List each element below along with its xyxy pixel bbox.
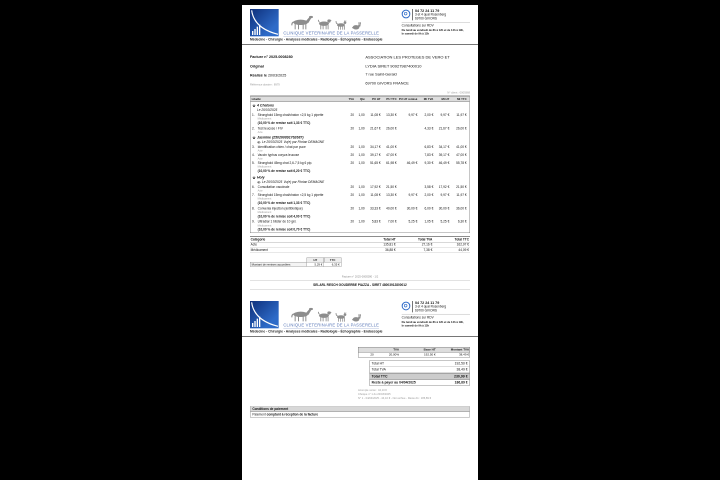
category-cell-1: 135,81 € xyxy=(383,242,396,247)
item-value-2: 11,08 € xyxy=(370,193,381,197)
item-discount: (10,00 % de remise soit 1,33 € TTC) xyxy=(257,201,311,205)
invoice-item-row xyxy=(250,219,469,232)
item-label: Stronghold 15mg chat/chaton <2,5 kg 1 pipette xyxy=(257,193,324,197)
item-value-3: 41,00 € xyxy=(386,145,397,149)
item-subtext: Acte xyxy=(257,189,263,193)
dog-icon xyxy=(318,19,332,29)
column-header-5: PU HT remisé xyxy=(398,97,418,101)
client-city: 69700 GIVORS FRANCE xyxy=(365,81,409,86)
item-value-6: 46,49 € xyxy=(438,161,450,165)
summary-label: Total HT xyxy=(371,361,385,366)
conditions-bold: comptant à réception de la facture xyxy=(266,412,319,417)
payment-conditions xyxy=(250,406,470,417)
category-cell-2: 27,16 € xyxy=(421,242,433,247)
item-value-3: 21,50 € xyxy=(386,185,397,189)
item-value-6: 30,00 € xyxy=(438,206,450,211)
clinic-address-2: 69700 GIVORS xyxy=(414,308,438,313)
rabbit-icon xyxy=(352,314,361,322)
item-subtext: Acte xyxy=(257,149,263,153)
item-value-5: 1,05 € xyxy=(424,219,434,224)
item-value-4: 5,25 € xyxy=(408,219,418,224)
category-col-2: Total TVA xyxy=(418,237,433,242)
discount-label: Montant de remises accordées xyxy=(250,262,307,267)
client-name-1: ASSOCIATION LES PROTEGES DE VERO ET xyxy=(365,54,450,60)
clinic-rdv: Consultations sur RDV xyxy=(401,315,434,320)
group-seen-by: Vu(e) par Florian DEMAGNE xyxy=(283,140,325,144)
item-label: Consultation vaccinale xyxy=(257,185,290,189)
item-value-0: 20 xyxy=(350,193,354,197)
item-value-7: 21,50 € xyxy=(456,185,467,189)
paw-icon xyxy=(252,104,255,107)
page1-header-slot xyxy=(242,5,478,45)
item-label-cell xyxy=(258,153,346,160)
item-value-4 xyxy=(398,153,419,160)
item-label-cell xyxy=(258,127,346,134)
item-value-2: 11,08 € xyxy=(370,113,381,117)
item-value-5: 4,33 € xyxy=(424,126,434,131)
discount-header-ht: HT xyxy=(307,258,324,262)
vat-table xyxy=(358,347,470,357)
item-value-1: 1,00 xyxy=(358,145,365,149)
column-header-1: TVA xyxy=(348,97,354,101)
item-value-1: 1,00 xyxy=(358,126,365,131)
hours-line-2: le samedi de 9h à 12h xyxy=(401,32,430,36)
invoice-item-row xyxy=(250,193,469,206)
item-label: Identification chien / chat par puce xyxy=(257,145,306,149)
item-discount: (10,00 % de remise soit 0,70 € TTC) xyxy=(257,227,311,232)
clinic-logo xyxy=(250,301,279,328)
item-number: 2. xyxy=(251,126,255,131)
item-value-6: 17,92 € xyxy=(438,185,450,189)
item-value-3: 13,30 € xyxy=(386,193,397,197)
category-col-1: Total HT xyxy=(383,237,396,242)
invoice-note: Référence dossier : 8979 xyxy=(249,82,280,86)
item-discount: (10,00 % de remise soit 1,33 € TTC) xyxy=(257,121,311,125)
category-rows xyxy=(250,242,470,253)
client-name-2: LYDIA SIRET 90927987400010 xyxy=(365,63,422,69)
item-value-2: 17,92 € xyxy=(370,185,381,189)
summary-value: 192,50 € xyxy=(454,361,468,366)
item-value-4: 9,97 € xyxy=(408,113,418,117)
item-value-5: 7,83 € xyxy=(424,153,434,157)
item-value-0: 20 xyxy=(350,145,354,149)
discount-summary-table xyxy=(250,258,470,267)
clinic-hours xyxy=(402,29,470,36)
column-header-8: Mt TTC xyxy=(457,97,467,101)
client-ref: N° client : 0009368 xyxy=(447,91,470,95)
invoice-group-row xyxy=(250,134,469,145)
invoice-meta xyxy=(250,55,470,91)
logo-row xyxy=(250,9,383,36)
column-header-4: PU TTC xyxy=(386,97,397,101)
animal-silhouettes xyxy=(283,15,383,30)
item-discount: (10,00 % de remise soit 4,00 € TTC) xyxy=(257,214,311,219)
vat-col-0 xyxy=(358,347,375,352)
item-value-2: 5,83 € xyxy=(371,219,381,224)
item-subtext: Acte xyxy=(257,130,263,134)
item-value-3: 13,30 € xyxy=(386,113,397,117)
logo-curve-graphic xyxy=(250,9,279,36)
summary-value: 38,49 € xyxy=(456,367,468,372)
discount-ttc: 6,35 € xyxy=(324,262,341,267)
clinic-rdv: Consultations sur RDV xyxy=(401,23,434,28)
category-cell-0: Acte xyxy=(250,242,258,247)
clinic-hours xyxy=(402,321,470,328)
item-value-7: 26,00 € xyxy=(456,126,467,131)
summary-row-total-ttc xyxy=(370,373,470,380)
vat-table-row xyxy=(358,352,470,357)
invoice-rows xyxy=(250,102,469,233)
clinic-branding xyxy=(250,301,383,334)
dog-icon xyxy=(318,311,332,321)
column-header-0: Libellé xyxy=(251,97,261,101)
item-value-7: 55,78 € xyxy=(456,161,467,165)
column-header-3: PU HT xyxy=(372,97,381,101)
horse-icon xyxy=(291,16,313,29)
item-value-7: 11,97 € xyxy=(456,113,467,117)
item-value-0: 20 xyxy=(350,219,354,224)
payment-note-2: N° 1 - 04/04/2025 - 44,10 € - Non échue - Reste dû : 186,89 € xyxy=(357,396,432,400)
group-date-line xyxy=(257,140,468,144)
summary-row-reste-payer-au- xyxy=(370,380,470,386)
clinic-address-1: 3 et 4 quai Rosenberg xyxy=(414,12,447,17)
phone-icon xyxy=(402,302,411,311)
item-value-6: 5,25 € xyxy=(440,219,450,224)
category-cell-0: Médicament xyxy=(250,248,268,252)
item-label: Stronghold 45mg chat 2,6-7,5 kg 6 pip. xyxy=(257,161,313,165)
page-reference: Facture n° 2025-0008280 - 1/2 xyxy=(341,275,379,279)
realise-label: Réalisé le xyxy=(249,73,267,78)
category-col-0: Catégorie xyxy=(250,237,266,242)
group-date-line xyxy=(257,180,468,184)
clinic-branding xyxy=(250,9,383,42)
item-number: 7. xyxy=(251,193,255,197)
item-number: 5. xyxy=(251,161,255,165)
invoice-item-row xyxy=(250,185,469,193)
item-value-4 xyxy=(398,145,419,152)
item-value-6: 9,97 € xyxy=(440,113,450,117)
item-label-cell xyxy=(258,161,346,173)
group-title-line xyxy=(252,104,467,108)
invoice-item-row xyxy=(250,161,469,174)
item-number: 1. xyxy=(251,113,255,117)
vat-cell-2: 192,50 € xyxy=(423,352,436,357)
column-header-6: Mt TVA xyxy=(423,97,434,101)
totals-summary-box xyxy=(369,361,470,386)
invoice-item-row xyxy=(250,126,469,134)
conditions-prefix: Paiement xyxy=(252,412,267,417)
payment-note-1: Chèque n° 1 du 20/03/2025 xyxy=(357,392,391,396)
group-name: Jasmine (250260891762687) xyxy=(256,135,304,140)
client-block xyxy=(365,55,449,91)
item-value-0: 20 xyxy=(350,185,354,189)
summary-value: 186,89 € xyxy=(454,380,468,385)
item-number: 6. xyxy=(251,185,255,189)
cat-icon xyxy=(336,312,347,322)
item-value-7: 11,97 € xyxy=(456,193,467,197)
invoice-document xyxy=(242,5,478,480)
clinic-header xyxy=(242,5,478,45)
logo-row xyxy=(250,301,383,328)
item-number: 4. xyxy=(251,153,255,157)
item-number: 8. xyxy=(251,206,255,211)
invoice-item-row xyxy=(250,145,469,153)
item-value-1: 1,00 xyxy=(358,219,365,224)
clinic-contact xyxy=(402,301,470,334)
item-value-5: 6,00 € xyxy=(424,206,434,211)
item-number: 3. xyxy=(251,145,255,149)
item-value-7: 47,00 € xyxy=(456,153,467,157)
discount-header-ttc: TTC xyxy=(324,258,341,262)
clinic-header xyxy=(242,297,478,337)
item-subtext: Médicament xyxy=(257,117,272,121)
company-legal-line: SELARL RESCH GOUDERBE PIAZZA - SIRET 48003912800012 xyxy=(313,283,407,287)
summary-label: Reste à payer au 04/04/2025 xyxy=(371,380,416,385)
item-value-6: 34,17 € xyxy=(438,145,450,149)
animal-silhouettes xyxy=(283,307,383,322)
clinic-phone: 04 72 24 11 79 xyxy=(414,300,440,305)
item-value-7: 41,00 € xyxy=(456,145,467,149)
item-subtext: Médicament xyxy=(257,197,272,201)
category-totals xyxy=(250,236,470,253)
invoice-item-row xyxy=(250,113,469,126)
hours-line-2: le samedi de 9h à 12h xyxy=(401,324,430,328)
conditions-body xyxy=(250,412,469,417)
document-inner xyxy=(242,5,478,480)
original-label: Original xyxy=(249,64,264,69)
invoice-group-row xyxy=(250,102,469,113)
facture-number: 2025-0008280 xyxy=(268,54,293,59)
invoice-item-row xyxy=(250,206,469,219)
conditions-title: Conditions de paiement xyxy=(250,407,469,412)
item-value-1: 1,00 xyxy=(358,206,365,211)
realise-date: 20/03/2025 xyxy=(267,73,287,78)
item-value-1: 1,00 xyxy=(358,161,365,165)
clinic-address-2: 69700 GIVORS xyxy=(414,16,438,21)
vat-col-3: Montant TVA xyxy=(450,347,469,352)
group-date-line xyxy=(257,108,468,112)
item-value-2: 33,33 € xyxy=(370,206,381,211)
category-cell-2: 7,38 € xyxy=(423,248,433,252)
payment-notes xyxy=(358,388,470,400)
eye-icon xyxy=(257,181,261,184)
summary-value: 230,99 € xyxy=(454,374,468,379)
paw-icon xyxy=(252,176,255,179)
client-street: 7 rue Saint-Gerald xyxy=(365,72,397,77)
item-value-4 xyxy=(398,127,419,134)
item-label-cell xyxy=(258,220,346,232)
category-cell-1: 36,88 € xyxy=(385,248,396,252)
page2-header-slot xyxy=(242,297,478,337)
item-subtext: Médicament xyxy=(257,210,272,214)
item-value-1: 1,00 xyxy=(358,153,365,157)
item-value-6: 21,67 € xyxy=(438,126,450,131)
item-value-0: 20 xyxy=(350,126,354,131)
clinic-name: CLINIQUE VETERINAIRE DE LA PASSERELLE xyxy=(283,322,380,328)
item-label-cell xyxy=(258,185,346,192)
item-label: Vaccin typhus coryza leucose xyxy=(257,153,300,157)
item-value-1: 1,00 xyxy=(358,185,365,189)
item-discount: (10,00 % de remise soit 6,20 € TTC) xyxy=(257,169,311,173)
item-label-cell xyxy=(258,207,346,219)
item-number: 9. xyxy=(251,219,255,224)
item-value-0: 20 xyxy=(350,161,354,165)
item-value-0: 20 xyxy=(350,153,354,157)
summary-label: Total TVA xyxy=(371,367,386,372)
clinic-address-1: 3 et 4 quai Rosenberg xyxy=(414,304,447,309)
item-value-3: 47,00 € xyxy=(386,153,397,157)
item-subtext: Acte xyxy=(257,157,263,161)
vat-cell-0: 20 xyxy=(370,352,374,357)
category-cell-3: 162,97 € xyxy=(456,242,469,247)
payment-note-0: Acompte versé : 44,10 € xyxy=(357,388,387,392)
group-name: 4 Chatons xyxy=(256,103,274,108)
item-value-1: 1,00 xyxy=(358,113,365,117)
item-value-3: 61,98 € xyxy=(386,161,397,165)
item-label-cell xyxy=(258,113,346,125)
item-value-5: 6,83 € xyxy=(424,145,434,149)
phone-icon xyxy=(402,10,411,19)
item-label: Convenia injection (antibiotique) xyxy=(257,206,303,211)
items-table xyxy=(250,96,470,233)
item-label-cell xyxy=(258,193,346,205)
eye-icon xyxy=(257,141,261,144)
column-header-7: Mt HT xyxy=(441,97,450,101)
group-title-line xyxy=(252,176,467,180)
logo-curve-graphic xyxy=(250,301,279,328)
facture-label: Facture n° xyxy=(249,54,268,59)
item-value-0: 20 xyxy=(350,113,354,117)
item-value-3: 26,00 € xyxy=(386,126,397,131)
item-value-2: 34,17 € xyxy=(370,145,381,149)
item-value-2: 21,67 € xyxy=(370,126,381,131)
discount-ht: 5,29 € xyxy=(307,262,324,267)
clinic-phone: 04 72 24 11 79 xyxy=(414,8,440,13)
item-value-2: 39,17 € xyxy=(370,153,381,157)
vat-col-2: Base HT xyxy=(423,347,436,352)
item-subtext: Médicament xyxy=(257,223,272,227)
category-cell-3: 44,09 € xyxy=(458,248,469,252)
item-value-4: 9,97 € xyxy=(408,193,418,197)
group-date: Le 20/03/2025 xyxy=(256,108,278,112)
item-value-4 xyxy=(398,185,419,192)
column-header-2: Qté xyxy=(359,97,365,101)
rabbit-icon xyxy=(352,22,361,30)
item-label: Ultradiar 1 blister de 10 gél. xyxy=(257,219,297,224)
item-subtext: Médicament xyxy=(257,165,272,169)
category-row xyxy=(250,248,470,253)
category-col-3: Total TTC xyxy=(454,237,469,242)
vat-col-1: TVA xyxy=(393,347,399,352)
invoice-group-row xyxy=(250,174,469,185)
clinic-services: Médecine - Chirurgie - Analyses médicales - Radiologie - Échographie - Endoscopie xyxy=(249,329,383,334)
item-value-4: 46,49 € xyxy=(406,161,418,165)
clinic-services: Médecine - Chirurgie - Analyses médicales - Radiologie - Échographie - Endoscopie xyxy=(249,37,383,42)
item-value-7: 6,30 € xyxy=(457,219,467,224)
paw-icon xyxy=(252,136,255,139)
hours-line-1: Du lundi au vendredi de 8h à 12h et de 14h à 19h, xyxy=(401,320,464,324)
item-value-5: 2,00 € xyxy=(424,113,434,117)
vat-cell-3: 38,49 € xyxy=(458,352,469,357)
item-value-2: 51,65 € xyxy=(370,161,381,165)
item-value-1: 1,00 xyxy=(358,193,365,197)
item-value-3: 7,00 € xyxy=(387,219,397,224)
hours-line-1: Du lundi au vendredi de 8h à 12h et de 14h à 19h, xyxy=(401,28,464,32)
item-value-5: 9,30 € xyxy=(424,161,434,165)
vat-cell-1: 20,00% xyxy=(388,352,399,357)
clinic-name: CLINIQUE VETERINAIRE DE LA PASSERELLE xyxy=(283,30,380,36)
group-date: Le 20/03/2025 xyxy=(261,180,283,184)
item-value-6: 39,17 € xyxy=(438,153,450,157)
group-date: Le 20/03/2025 xyxy=(261,140,283,144)
clinic-contact xyxy=(402,9,470,42)
item-label: Stronghold 15mg chat/chaton <2,5 kg 1 pipette xyxy=(257,113,324,117)
horse-icon xyxy=(291,308,313,321)
cat-icon xyxy=(336,20,347,30)
clinic-logo xyxy=(250,9,279,36)
invoice-item-row xyxy=(250,153,469,161)
item-value-4: 30,00 € xyxy=(406,206,418,211)
item-label-cell xyxy=(258,145,346,152)
item-value-5: 3,58 € xyxy=(424,185,434,189)
item-value-5: 2,00 € xyxy=(424,193,434,197)
item-value-0: 20 xyxy=(350,206,354,211)
group-seen-by: Vu(e) par Florian DEMAGNE xyxy=(283,180,325,184)
item-label: Test leucose / FIV xyxy=(257,126,283,131)
group-title-line xyxy=(252,136,467,140)
item-value-7: 36,00 € xyxy=(456,206,467,211)
group-name: Holy xyxy=(256,175,265,180)
item-value-3: 40,00 € xyxy=(386,206,397,211)
item-value-6: 9,97 € xyxy=(440,193,450,197)
summary-label: Total TTC xyxy=(371,374,388,379)
